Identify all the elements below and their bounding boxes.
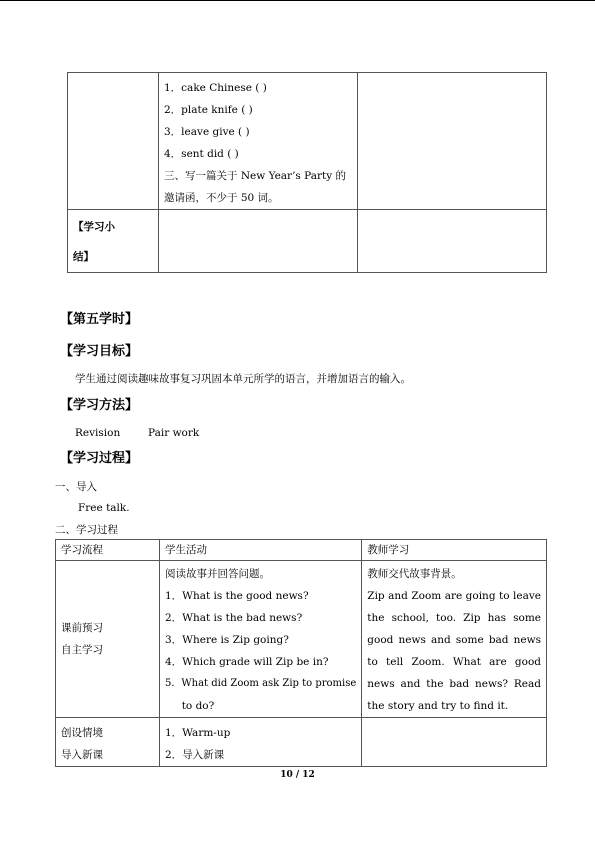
activity-line: 2．导入新课 xyxy=(165,749,225,761)
method-heading: 【学习方法】 xyxy=(60,398,139,413)
flow-label: 创设情境 xyxy=(61,727,103,739)
exercise-line-5: 三、写一篇关于 New Year’s Party 的 xyxy=(164,170,347,182)
table-row xyxy=(68,73,547,210)
flow-label: 导入新课 xyxy=(61,749,103,761)
process-heading: 【学习过程】 xyxy=(60,451,139,466)
table-cell-empty xyxy=(362,718,547,767)
page-number: 10 / 12 xyxy=(280,770,315,780)
table-row xyxy=(68,210,547,273)
process-table xyxy=(55,539,547,767)
activity-line: 4．Which grade will Zip be in? xyxy=(165,656,329,668)
activity-line: 5．What did Zoom ask Zip to promise xyxy=(165,678,357,689)
exercise-line-3: 3．leave give ( ) xyxy=(164,126,250,138)
summary-label-cell xyxy=(68,210,159,273)
goal-heading: 【学习目标】 xyxy=(60,344,139,359)
activity-line: to do? xyxy=(165,700,215,712)
student-activity-cell xyxy=(160,561,362,718)
teacher-cell xyxy=(362,561,547,718)
summary-label-1: 【学习小 xyxy=(73,221,115,233)
table-cell-empty xyxy=(159,210,358,273)
table-cell-empty xyxy=(358,73,547,210)
exercise-line-6: 邀请函，不少于 50 词。 xyxy=(164,192,279,204)
teacher-text: Zip and Zoom are going to leave the school, too. Zip has some good news and some bad news to tell Zoom. What are good news and the bad news? Read the story and try to find it. xyxy=(367,590,541,712)
exercise-line-4: 4．sent did ( ) xyxy=(164,148,239,160)
exercise-cell xyxy=(159,73,358,210)
flow-cell xyxy=(56,718,160,767)
exercise-line-1: 1．cake Chinese ( ) xyxy=(164,82,267,94)
summary-label-2: 结】 xyxy=(73,251,94,263)
table-cell-empty xyxy=(68,73,159,210)
header-rule xyxy=(0,0,595,1)
table-header-row xyxy=(56,540,547,561)
exercise-table xyxy=(67,72,547,273)
flow-label: 课前预习 xyxy=(61,622,103,634)
step-process: 二、学习过程 xyxy=(55,524,118,536)
column-header: 教师学习 xyxy=(362,540,547,561)
activity-line: 1．Warm-up xyxy=(165,727,231,739)
activity-line: 3．Where is Zip going? xyxy=(165,634,289,646)
method-revision: Revision xyxy=(75,427,121,439)
step-intro-text: Free talk. xyxy=(78,502,130,514)
student-activity-cell xyxy=(160,718,362,767)
teacher-title: 教师交代故事背景。 xyxy=(367,568,462,580)
activity-line: 阅读故事并回答问题。 xyxy=(165,568,270,580)
table-row xyxy=(56,718,547,767)
lesson-heading: 【第五学时】 xyxy=(60,312,139,327)
column-header: 学习流程 xyxy=(56,540,160,561)
exercise-line-2: 2．plate knife ( ) xyxy=(164,104,253,116)
table-cell-empty xyxy=(358,210,547,273)
flow-label: 自主学习 xyxy=(61,644,103,656)
column-header: 学生活动 xyxy=(160,540,362,561)
activity-line: 1．What is the good news? xyxy=(165,590,309,602)
step-intro: 一、导入 xyxy=(55,481,97,493)
table-row xyxy=(56,561,547,718)
goal-text: 学生通过阅读趣味故事复习巩固本单元所学的语言，并增加语言的输入。 xyxy=(75,373,411,385)
activity-line: 2．What is the bad news? xyxy=(165,612,303,624)
flow-cell xyxy=(56,561,160,718)
method-pair-work: Pair work xyxy=(148,427,200,439)
